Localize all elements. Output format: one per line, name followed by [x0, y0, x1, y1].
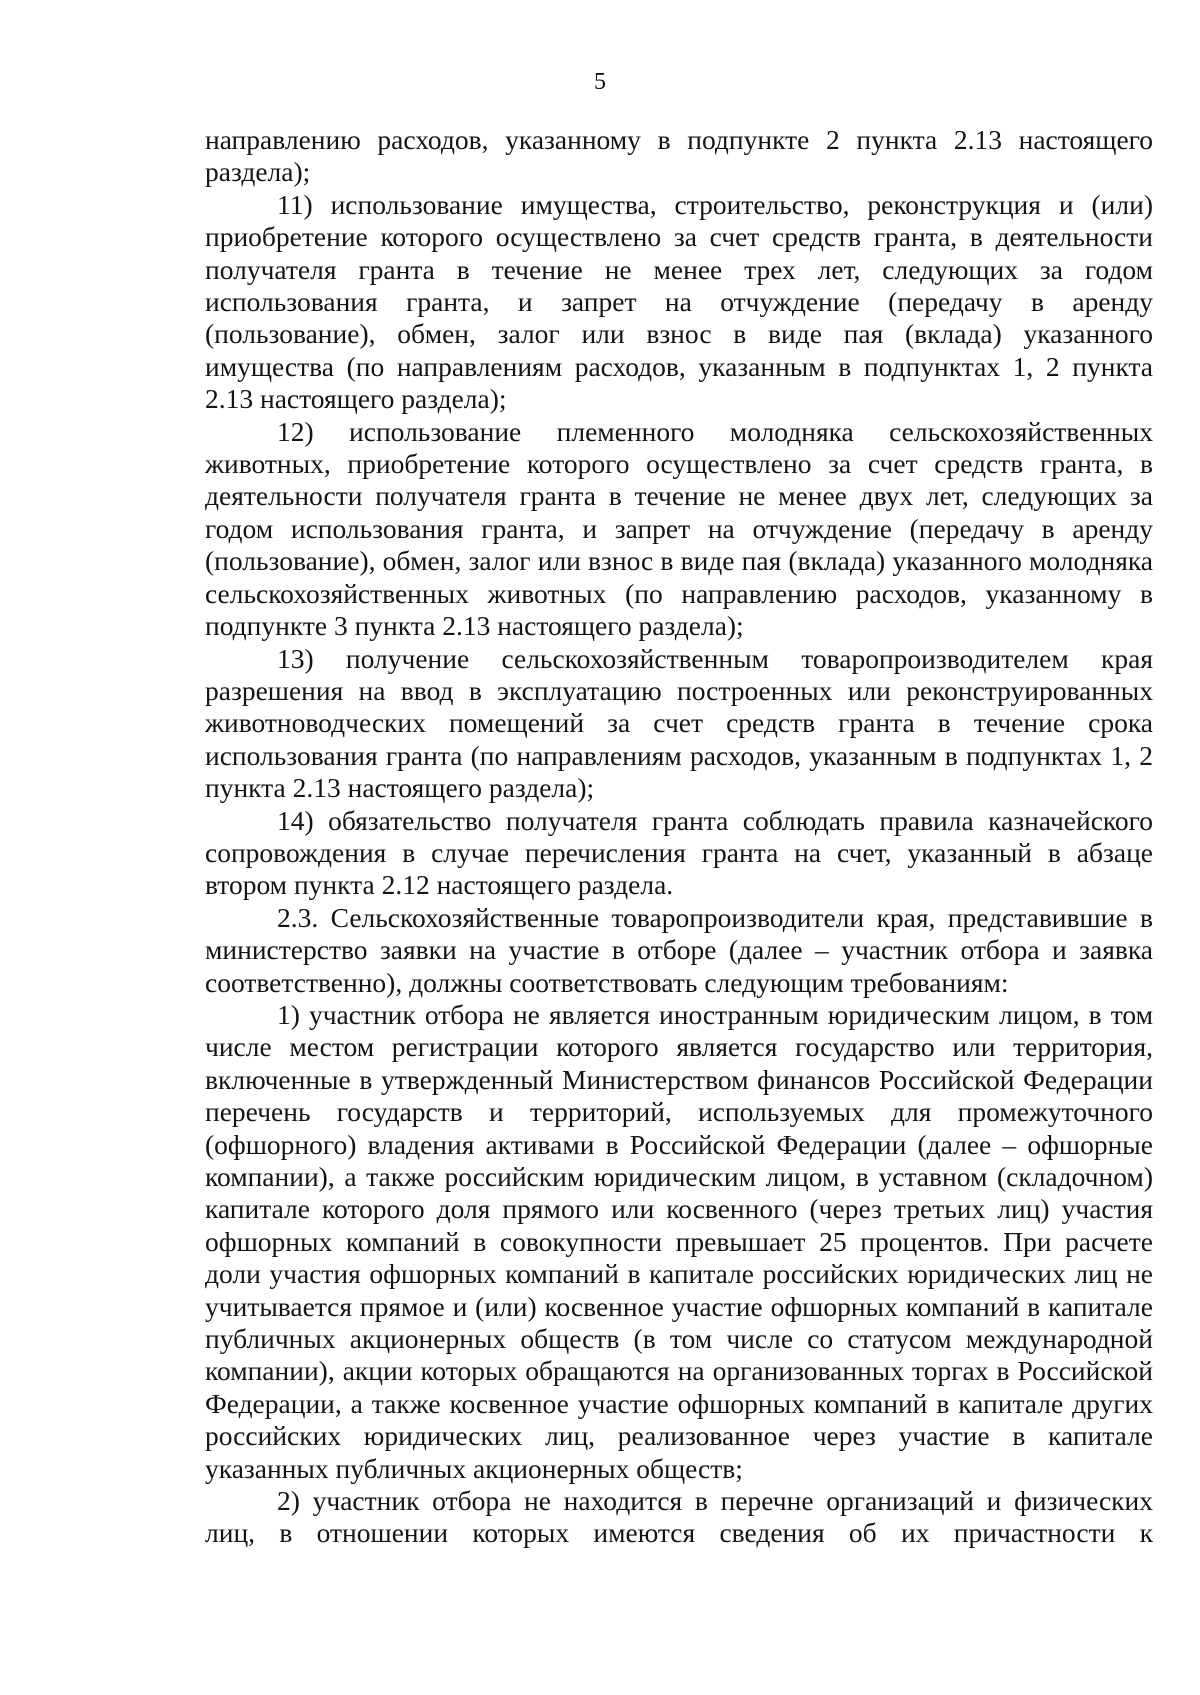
- paragraph-section-2-3: 2.3. Сельскохозяйственные товаропроизводители края, представившие в министерство заявки на участие в отборе (далее – участник отбора и заявка соответственно), должны соответствовать следующим требованиям:: [205, 901, 1153, 998]
- paragraph-requirement-1: 1) участник отбора не является иностранным юридическим лицом, в том числе местом регистрации которого является государство или территория, включенные в утвержденный Министерством финансов Российской Федерации перечень государств и территорий, используемых для промежуточного (офшорного) владения активами в Российской Федерации (далее – офшорные компании), а также российским юридическим лицом, в уставном (складочном) капитале которого доля прямого или косвенного (через третьих лиц) участия офшорных компаний в совокупности превышает 25 процентов. При расчете доли участия офшорных компаний в капитале российских юридических лиц не учитывается прямое и (или) косвенное участие офшорных компаний в капитале публичных акционерных обществ (в том числе со статусом международной компании), акции которых обращаются на организованных торгах в Российской Федерации, а также косвенное участие офшорных компаний в капитале других российских юридических лиц, реализованное через участие в капитале указанных публичных акционерных обществ;: [205, 998, 1153, 1484]
- paragraph-item-13: 13) получение сельскохозяйственным товаропроизводителем края разрешения на ввод в эксплуатацию построенных или реконструированных животноводческих помещений за счет средств гранта в течение срока использования гранта (по направлениям расходов, указанным в подпунктах 1, 2 пункта 2.13 настоящего раздела);: [205, 642, 1153, 804]
- paragraph-item-11: 11) использование имущества, строительство, реконструкция и (или) приобретение которого осуществлено за счет средств гранта, в деятельности получателя гранта в течение не менее трех лет, следующих за годом использования гранта, и запрет на отчуждение (передачу в аренду (пользование), обмен, залог или взнос в виде пая (вклада) указанного имущества (по направлениям расходов, указанным в подпунктах 1, 2 пункта 2.13 настоящего раздела);: [205, 188, 1153, 415]
- paragraph-item-14: 14) обязательство получателя гранта соблюдать правила казначейского сопровождения в случае перечисления гранта на счет, указанный в абзаце втором пункта 2.12 настоящего раздела.: [205, 804, 1153, 901]
- document-body: [205, 124, 1153, 1550]
- paragraph-item-12: 12) использование племенного молодняка сельскохозяйственных животных, приобретение которого осуществлено за счет средств гранта, в деятельности получателя гранта в течение не менее двух лет, следующих за годом использования гранта, и запрет на отчуждение (передачу в аренду (пользование), обмен, залог или взнос в виде пая (вклада) указанного молодняка сельскохозяйственных животных (по направлению расходов, указанному в подпункте 3 пункта 2.13 настоящего раздела);: [205, 415, 1153, 642]
- page-number: 5: [594, 69, 606, 95]
- paragraph-continuation: направлению расходов, указанному в подпункте 2 пункта 2.13 настоящего раздела);: [205, 124, 1153, 188]
- paragraph-requirement-2: 2) участник отбора не находится в перечне организаций и физических лиц, в отношении которых имеются сведения об их причастности к: [205, 1485, 1153, 1549]
